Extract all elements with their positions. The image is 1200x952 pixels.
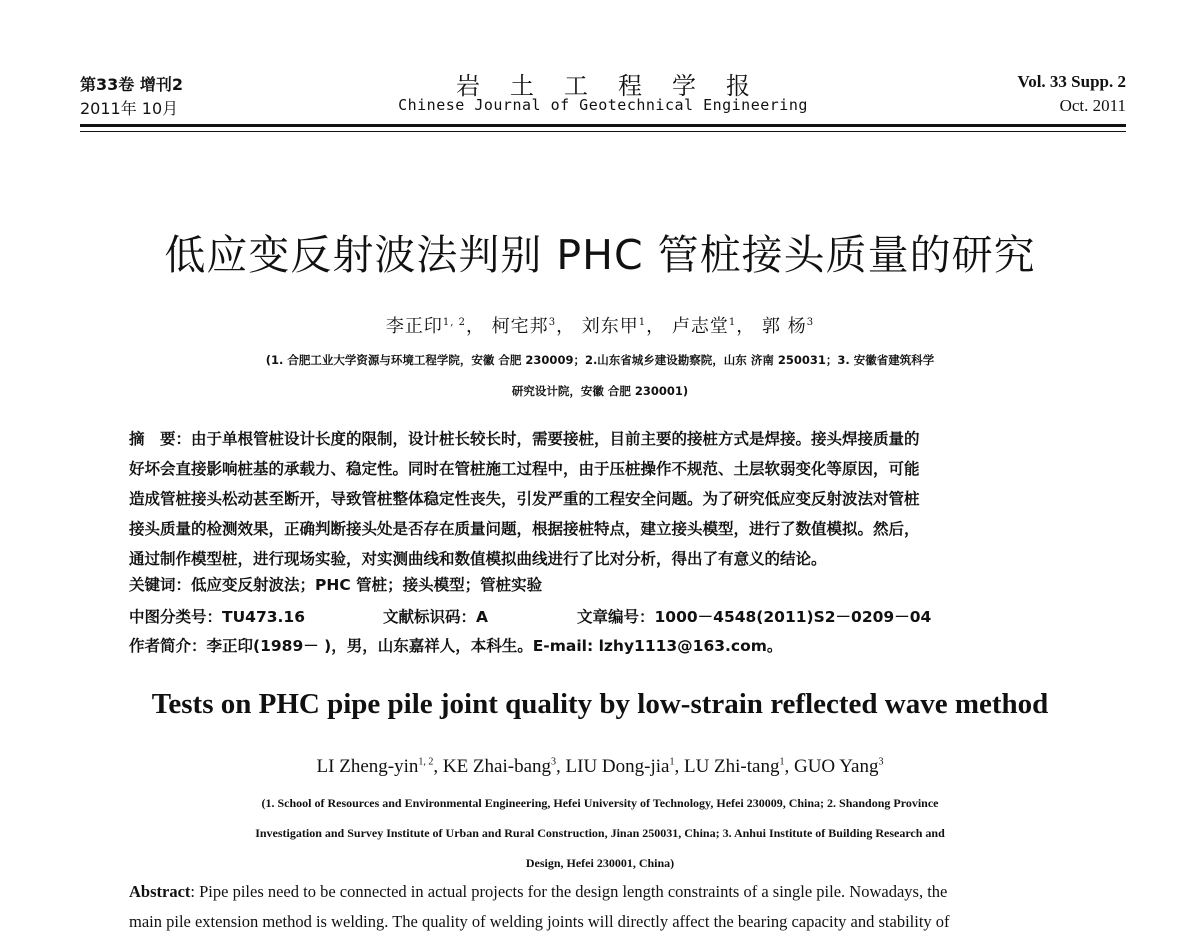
- abstract-cn-line-1: [129, 427, 1092, 449]
- abstract-cn-text-1: 由于单根管桩设计长度的限制，设计桩长较长时，需要接桩，目前主要的接桩方式是焊接。接头焊接质量的: [191, 430, 920, 448]
- date-en: Oct. 2011: [1059, 96, 1126, 115]
- author-en-4-aff: 1: [779, 756, 785, 768]
- article-number-block: [577, 605, 931, 627]
- header-row-2: [80, 96, 1126, 118]
- authors-en: LI Zheng-yin$^{1, 2}$, KE Zhai-bang$^3$, LIU Dong-jia$^1$, LU Zhi-tang$^1$, GUO Yang$^3$: [316, 756, 884, 777]
- volume-issue-cn: 第33卷 增刊2: [80, 75, 183, 94]
- author-cn-1: 李正印: [385, 316, 443, 337]
- affiliation-cn-line-1: (1. 合肥工业大学资源与环境工程学院，安徽 合肥 230009；2.山东省城乡建设勘察院，山东 济南 250031；3. 安徽省建筑科学: [265, 353, 935, 367]
- abstract-cn-line-4: 接头质量的检测效果，正确判断接头处是否存在质量问题，根据接桩特点，建立接头模型，进行了数值模拟。然后，: [129, 520, 920, 538]
- author-en-1-aff: 1, 2: [418, 756, 434, 768]
- author-bio-text: 李正印(1989－ )，男，山东嘉祥人，本科生。E-mail: lzhy1113@163.com。: [206, 637, 783, 655]
- author-en-5-aff: 3: [878, 756, 884, 768]
- author-en-5: GUO Yang: [793, 756, 879, 777]
- date-cn: 2011年 10月: [80, 99, 179, 118]
- journal-title-en: Chinese Journal of Geotechnical Engineering: [398, 96, 808, 114]
- authors-cn: 李正印$^{1, 2}$， 柯宅邦$^3$， 刘东甲$^1$， 卢志堂$^1$， 郭 杨$^3$: [385, 316, 815, 337]
- author-cn-5: 郭 杨: [762, 316, 807, 337]
- author-cn-3: 刘东甲: [581, 316, 639, 337]
- abstract-cn-line-3: 造成管桩接头松动甚至断开，导致管桩整体稳定性丧失，引发严重的工程安全问题。为了研究低应变反射波法对管桩: [129, 490, 920, 508]
- article-number-value: 1000－4548(2011)S2－0209－04: [654, 608, 932, 626]
- author-en-2: KE Zhai-bang: [442, 756, 552, 777]
- affiliation-en-line-2: Investigation and Survey Institute of Urban and Rural Construction, Jinan 250031, China; 3. Anhui Institute of Building Research and: [255, 826, 945, 840]
- author-en-2-aff: 3: [551, 756, 557, 768]
- keywords-cn-label: 关键词：: [129, 576, 192, 594]
- header-row-1: [80, 72, 1126, 100]
- article-number-label: 文章编号：: [577, 608, 655, 626]
- abstract-en-line-2: main pile extension method is welding. The quality of welding joints will directly affect the bearing capacity and stability of: [129, 912, 950, 931]
- author-en-4: LU Zhi-tang: [683, 756, 780, 777]
- header-rule-thin: [80, 131, 1126, 132]
- author-cn-2-aff: 3: [548, 317, 557, 328]
- author-en-3-aff: 1: [669, 756, 675, 768]
- abstract-en-text-1: : Pipe piles need to be connected in actual projects for the design length constraints of a single pile. Nowadays, the: [190, 882, 948, 901]
- affiliation-cn-line-2: 研究设计院，安徽 合肥 230001): [511, 384, 689, 398]
- keywords-cn: [129, 573, 1092, 595]
- journal-title-cn: 岩土工程学报: [456, 72, 780, 100]
- clc-label: 中图分类号：: [129, 608, 223, 626]
- keywords-cn-text: 低应变反射波法；PHC 管桩；接头模型；管桩实验: [191, 576, 543, 594]
- abstract-cn-line-2: 好坏会直接影响桩基的承载力、稳定性。同时在管桩施工过程中，由于压桩操作不规范、土层软弱变化等原因，可能: [129, 460, 920, 478]
- author-cn-4-aff: 1: [728, 317, 737, 328]
- abstract-en-line-1: [129, 882, 1109, 902]
- affiliation-en-line-1: (1. School of Resources and Environmental Engineering, Hefei University of Technology, Hefei 230009, China; 2. Shandong Province: [261, 796, 939, 810]
- author-cn-1-aff: 1, 2: [442, 317, 466, 328]
- doc-code-value: A: [476, 608, 489, 626]
- author-cn-3-aff: 1: [638, 317, 647, 328]
- clc-block: [129, 605, 383, 627]
- author-bio: [129, 634, 782, 656]
- volume-en: Vol. 33 Supp. 2: [1017, 72, 1126, 91]
- paper-title-cn: 低应变反射波法判别 PHC 管桩接头质量的研究: [164, 231, 1036, 279]
- affiliation-en-line-3: Design, Hefei 230001, China): [525, 856, 675, 870]
- abstract-en-label: Abstract: [129, 882, 191, 901]
- abstract-cn-label: 摘 要：: [129, 430, 192, 448]
- abstract-cn-line-5: 通过制作模型桩，进行现场实验，对实测曲线和数值模拟曲线进行了比对分析，得出了有意义的结论。: [129, 550, 827, 568]
- author-en-1: LI Zheng-yin: [316, 756, 419, 777]
- author-cn-4: 卢志堂: [671, 316, 729, 337]
- author-bio-label: 作者简介：: [129, 637, 207, 655]
- author-cn-5-aff: 3: [806, 317, 815, 328]
- paper-title-en: Tests on PHC pipe pile joint quality by low-strain reflected wave method: [151, 688, 1049, 720]
- doc-code-label: 文献标识码：: [383, 608, 477, 626]
- author-cn-2: 柯宅邦: [491, 316, 549, 337]
- header-rule-thick: [80, 124, 1126, 127]
- doc-code-block: [383, 605, 577, 627]
- clc-value: TU473.16: [222, 608, 305, 626]
- classification-line: [129, 605, 931, 627]
- author-en-3: LIU Dong-jia: [565, 756, 670, 777]
